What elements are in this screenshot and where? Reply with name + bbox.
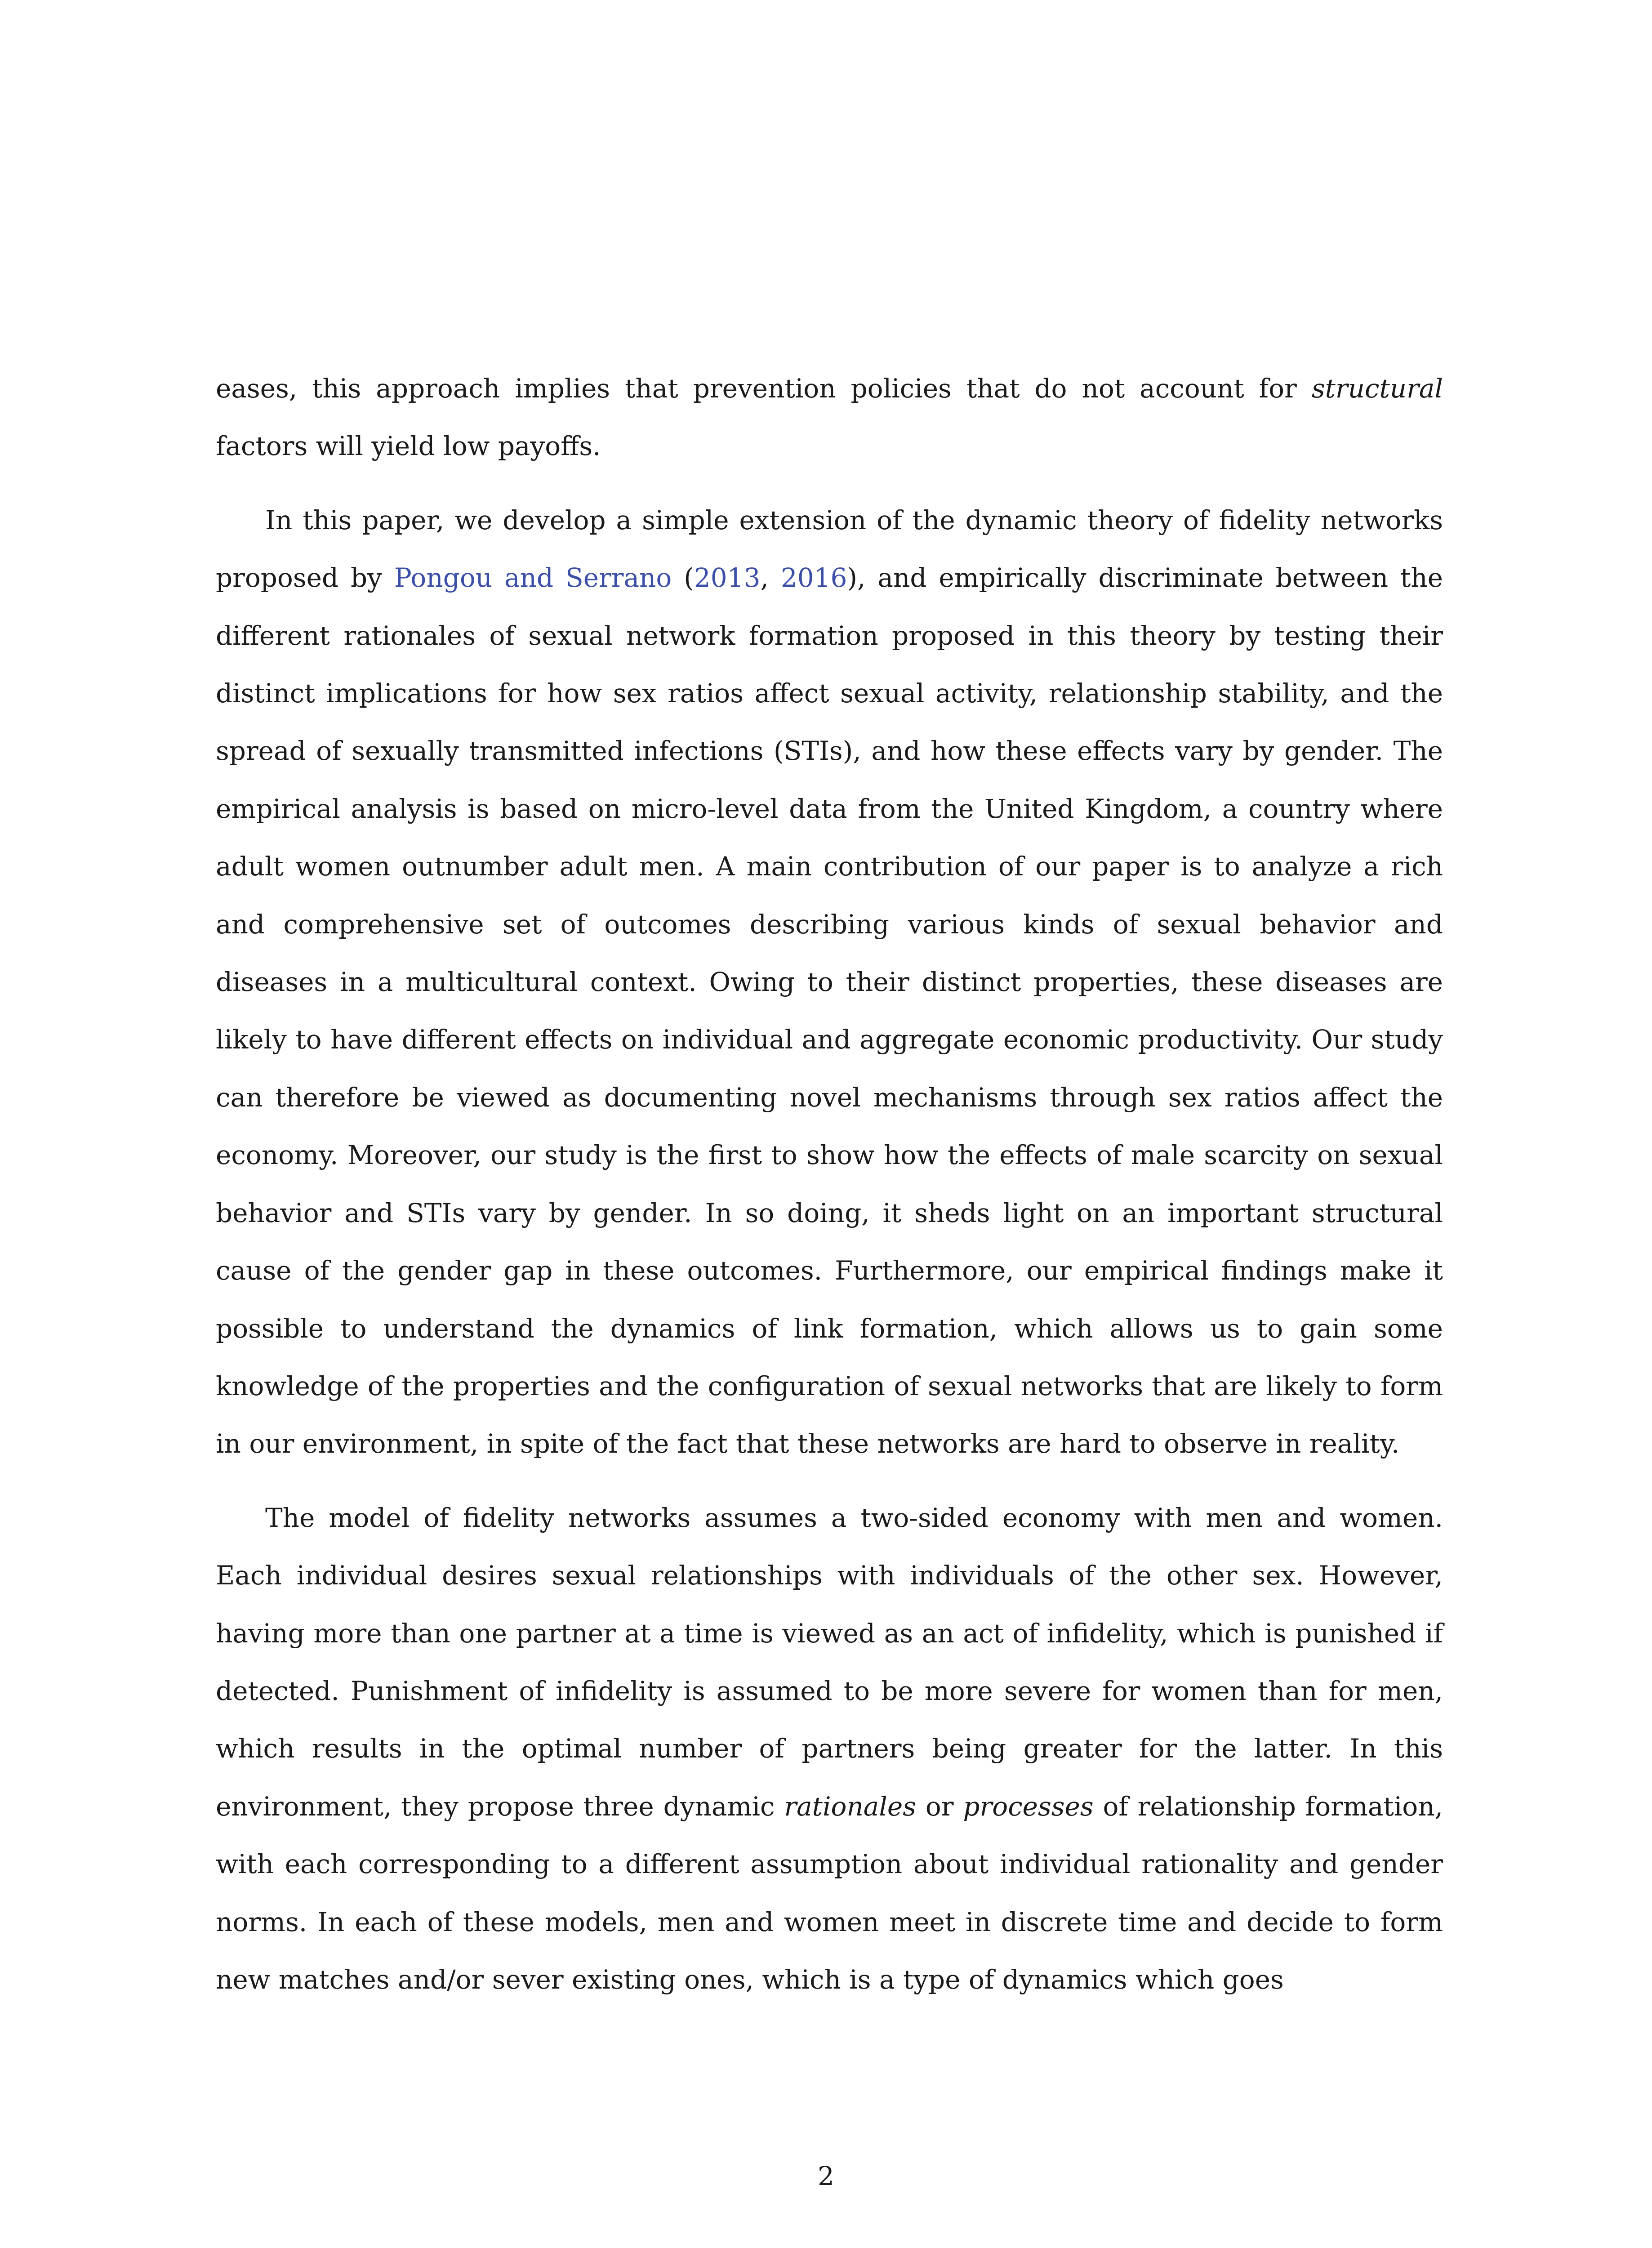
para2-text-c: , (760, 562, 781, 593)
page-body (216, 360, 1443, 2008)
paragraph-model (216, 1489, 1443, 2009)
para3-text-b: or (916, 1791, 963, 1822)
para3-text-a: The model of fidelity networks assumes a two-sided economy with men and women. Each individual desires sexual relationships with individuals of the other sex. However, having more than one partner at a time is viewed as an act of infidelity, which is punished if detected. Punishment of infidelity is assumed to be more severe for women than for men, which results in the optimal number of partners being greater for the latter. In this environment, they propose three dynamic (216, 1502, 1443, 1822)
paragraph-contribution (216, 491, 1443, 1473)
para1-emphasis-structural: structural (1311, 373, 1443, 404)
para2-text-a: In this paper, we develop a simple extension of the dynamic theory of fidelity networks proposed by (216, 504, 1443, 593)
para1-text-a: eases, this approach implies that prevention policies that do not account for (216, 373, 1312, 404)
paragraph-continuation (216, 360, 1443, 475)
page-number: 2 (818, 2161, 834, 2191)
citation-link-2016[interactable]: 2016 (780, 562, 847, 593)
para1-text-b: factors will yield low payoffs. (216, 431, 601, 462)
para3-text-c: of relationship formation, with each corresponding to a different assumption about individual rationality and gender norms. In each of these models, men and women meet in discrete time and decide to form new matches and/or sever existing ones, which is a type of dynamics which goes (216, 1791, 1443, 1995)
citation-link-2013[interactable]: 2013 (694, 562, 761, 593)
para3-emphasis-rationales: rationales (784, 1791, 917, 1822)
para2-text-b: ( (672, 562, 694, 593)
citation-link-authors[interactable]: Pongou and Serrano (394, 562, 672, 593)
para3-emphasis-processes: processes (963, 1791, 1094, 1822)
para2-text-d: ), and empirically discriminate between the different rationales of sexual network formation proposed in this theory by testing their distinct implications for how sex ratios affect sexual activity, relationship stability, and the spread of sexually transmitted infections (STIs), and how these effects vary by gender. The empirical analysis is based on micro-level data from the United Kingdom, a country where adult women outnumber adult men. A main contribution of our paper is to analyze a rich and comprehensive set of outcomes describing various kinds of sexual behavior and diseases in a multicultural context. Owing to their distinct properties, these diseases are likely to have different effects on individual and aggregate economic productivity. Our study can therefore be viewed as documenting novel mechanisms through sex ratios affect the economy. Moreover, our study is the first to show how the effects of male scarcity on sexual behavior and STIs vary by gender. In so doing, it sheds light on an important structural cause of the gender gap in these outcomes. Furthermore, our empirical findings make it possible to understand the dynamics of link formation, which allows us to gain some knowledge of the properties and the configuration of sexual networks that are likely to form in our environment, in spite of the fact that these networks are hard to observe in reality. (216, 562, 1443, 1459)
